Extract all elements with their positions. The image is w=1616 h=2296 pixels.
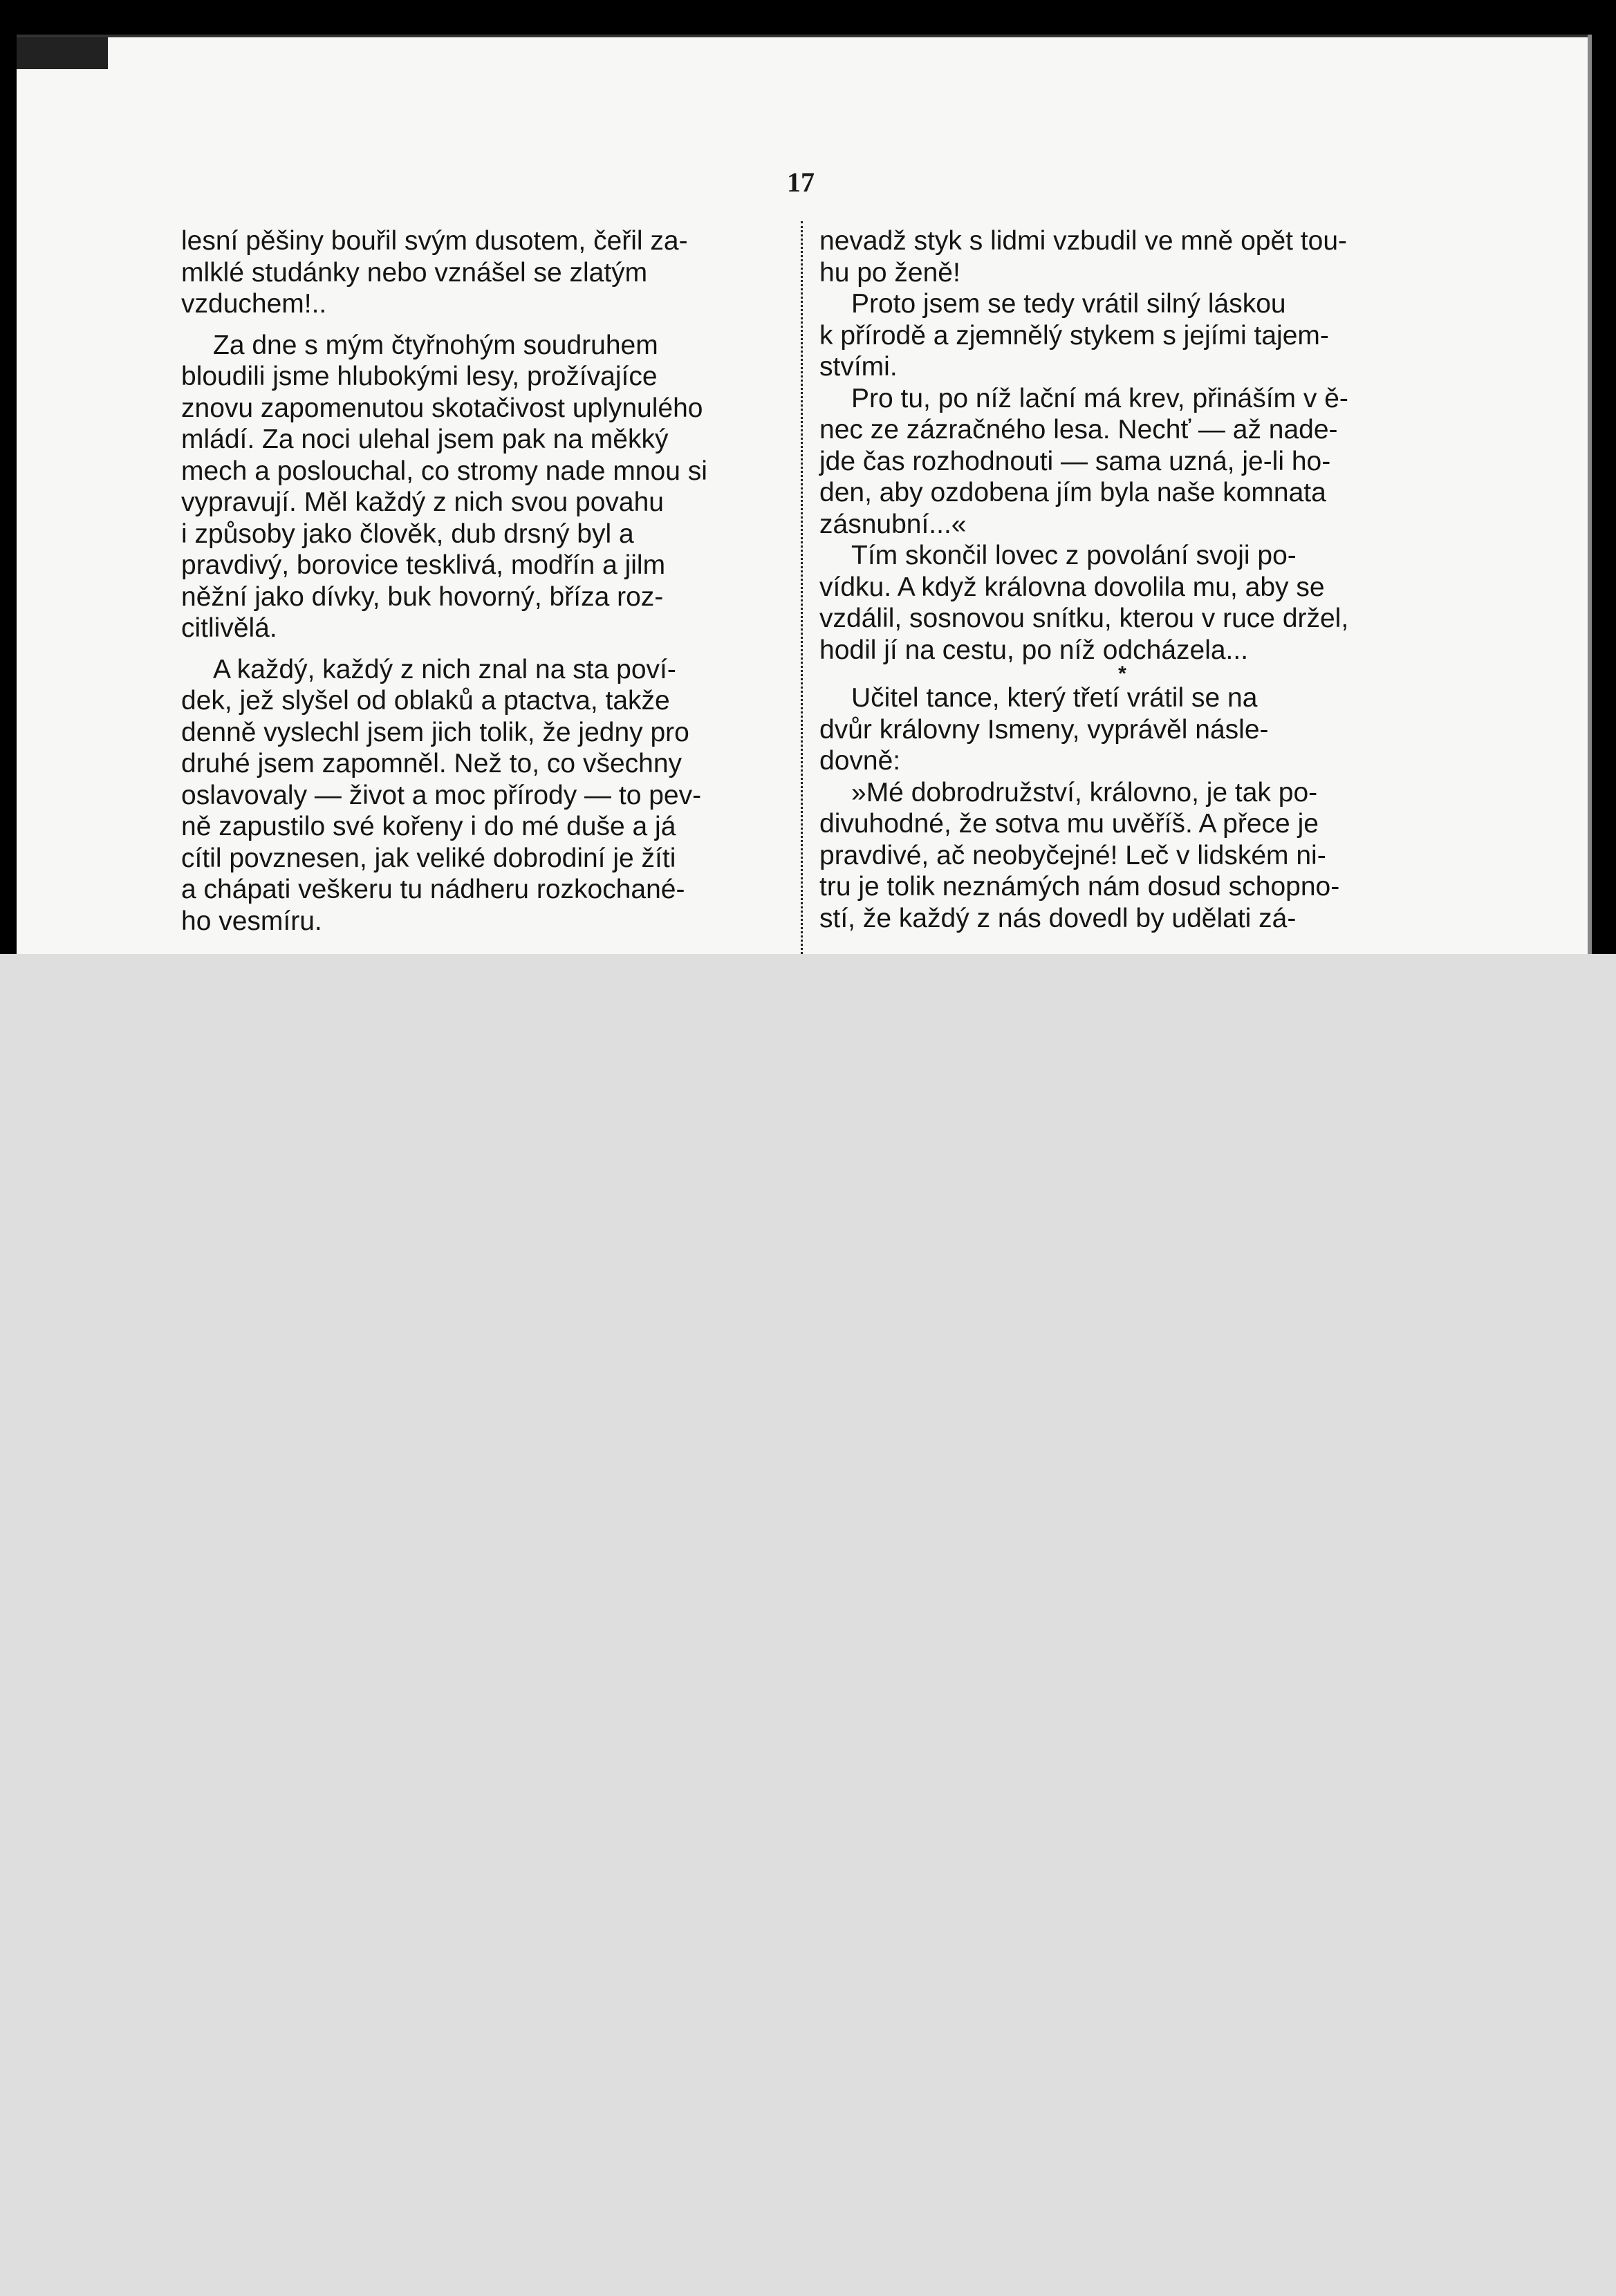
scan-edge-stroke bbox=[17, 35, 1592, 37]
text-line: Proto jsem se tedy vrátil silný láskou bbox=[851, 289, 1286, 319]
column-divider bbox=[801, 221, 810, 954]
text-line: něžní jako dívky, buk hovorný, bříza roz- bbox=[181, 581, 664, 612]
text-line: stí, že každý z nás dovedl by udělati zá- bbox=[819, 903, 1297, 933]
text-line: divuhodné, že sotva mu uvěříš. A přece je bbox=[819, 809, 1319, 839]
text-line: hu po ženě! bbox=[819, 257, 960, 288]
text-line: bloudili jsme hlubokými lesy, prožívajíce bbox=[181, 362, 658, 391]
text-line: znovu zapomenutou skotačivost uplynulého bbox=[181, 393, 703, 423]
text-line: ho vesmíru. bbox=[181, 906, 322, 936]
text-line: »Mé dobrodružství, královno, je tak po- bbox=[851, 777, 1318, 808]
text-line: stvími. bbox=[819, 352, 898, 382]
text-line: dek, jež slyšel od oblaků a ptactva, takže bbox=[181, 686, 670, 716]
text-line: mlklé studánky nebo vznášel se zlatým bbox=[181, 257, 648, 288]
scan-right-edge bbox=[1588, 35, 1592, 954]
text-line: mládí. Za noci ulehal jsem pak na měkký bbox=[181, 424, 669, 454]
text-line: lesní pěšiny bouřil svým dusotem, čeřil za- bbox=[181, 226, 688, 256]
text-line: pravdivé, ač neobyčejné! Leč v lidském ni- bbox=[819, 840, 1326, 870]
text-line: vídku. A když královna dovolila mu, aby se bbox=[819, 572, 1325, 602]
text-line: denně vyslechl jsem jich tolik, že jedny pro bbox=[181, 717, 689, 747]
text-line: vypravují. Měl každý z nich svou povahu bbox=[181, 487, 665, 517]
text-line: oslavovaly — život a moc přírody — to pev- bbox=[181, 780, 702, 810]
text-line: cítil povznesen, jak veliké dobrodiní je žíti bbox=[181, 843, 676, 873]
scan-edge-mark bbox=[17, 35, 108, 69]
text-line: k přírodě a zjemnělý stykem s jejími tajem- bbox=[819, 320, 1329, 351]
right-column bbox=[819, 225, 1425, 934]
text-line: nec ze zázračného lesa. Nechť — až nade- bbox=[819, 415, 1338, 445]
text-line: ně zapustilo své kořeny i do mé duše a já bbox=[181, 812, 676, 841]
left-column bbox=[181, 225, 787, 937]
text-line: mech a poslouchal, co stromy nade mnou si bbox=[181, 456, 707, 486]
text-line: jde čas rozhodnouti — sama uzná, je-li ho- bbox=[819, 446, 1331, 476]
text-line: tru je tolik neznámých nám dosud schopno- bbox=[819, 872, 1340, 902]
text-line: Tím skončil lovec z povolání svoji po- bbox=[851, 541, 1297, 570]
text-line: hodil jí na cestu, po níž odcházela... bbox=[819, 635, 1249, 665]
text-line: i způsoby jako člověk, dub drsný byl a bbox=[181, 519, 634, 549]
text-line: Pro tu, po níž lační má krev, přináším v ě- bbox=[851, 383, 1348, 413]
blank-lower-area bbox=[0, 954, 1616, 2296]
text-line: den, aby ozdobena jím byla naše komnata bbox=[819, 478, 1326, 507]
text-line: pravdivý, borovice tesklivá, modřín a jilm bbox=[181, 550, 666, 580]
text-line: nevadž styk s lidmi vzbudil ve mně opět tou- bbox=[819, 226, 1348, 256]
text-line: vzduchem!.. bbox=[181, 289, 327, 319]
section-separator-star: * bbox=[1118, 662, 1126, 685]
text-line: dvůr královny Ismeny, vyprávěl násle- bbox=[819, 714, 1269, 745]
text-line: a chápati veškeru tu nádheru rozkochané- bbox=[181, 875, 685, 904]
text-line: Učitel tance, který třetí vrátil se na bbox=[851, 683, 1258, 713]
text-line: vzdálil, sosnovou snítku, kterou v ruce držel, bbox=[819, 604, 1349, 633]
text-line: citlivělá. bbox=[181, 613, 277, 643]
text-line: Za dne s mým čtyřnohým soudruhem bbox=[213, 330, 658, 360]
text-line: dovně: bbox=[819, 746, 901, 776]
text-line: A každý, každý z nich znal na sta poví- bbox=[213, 654, 676, 684]
text-line: druhé jsem zapomněl. Než to, co všechny bbox=[181, 749, 682, 778]
text-line: zásnubní...« bbox=[819, 509, 967, 539]
page-number: 17 bbox=[787, 167, 815, 198]
